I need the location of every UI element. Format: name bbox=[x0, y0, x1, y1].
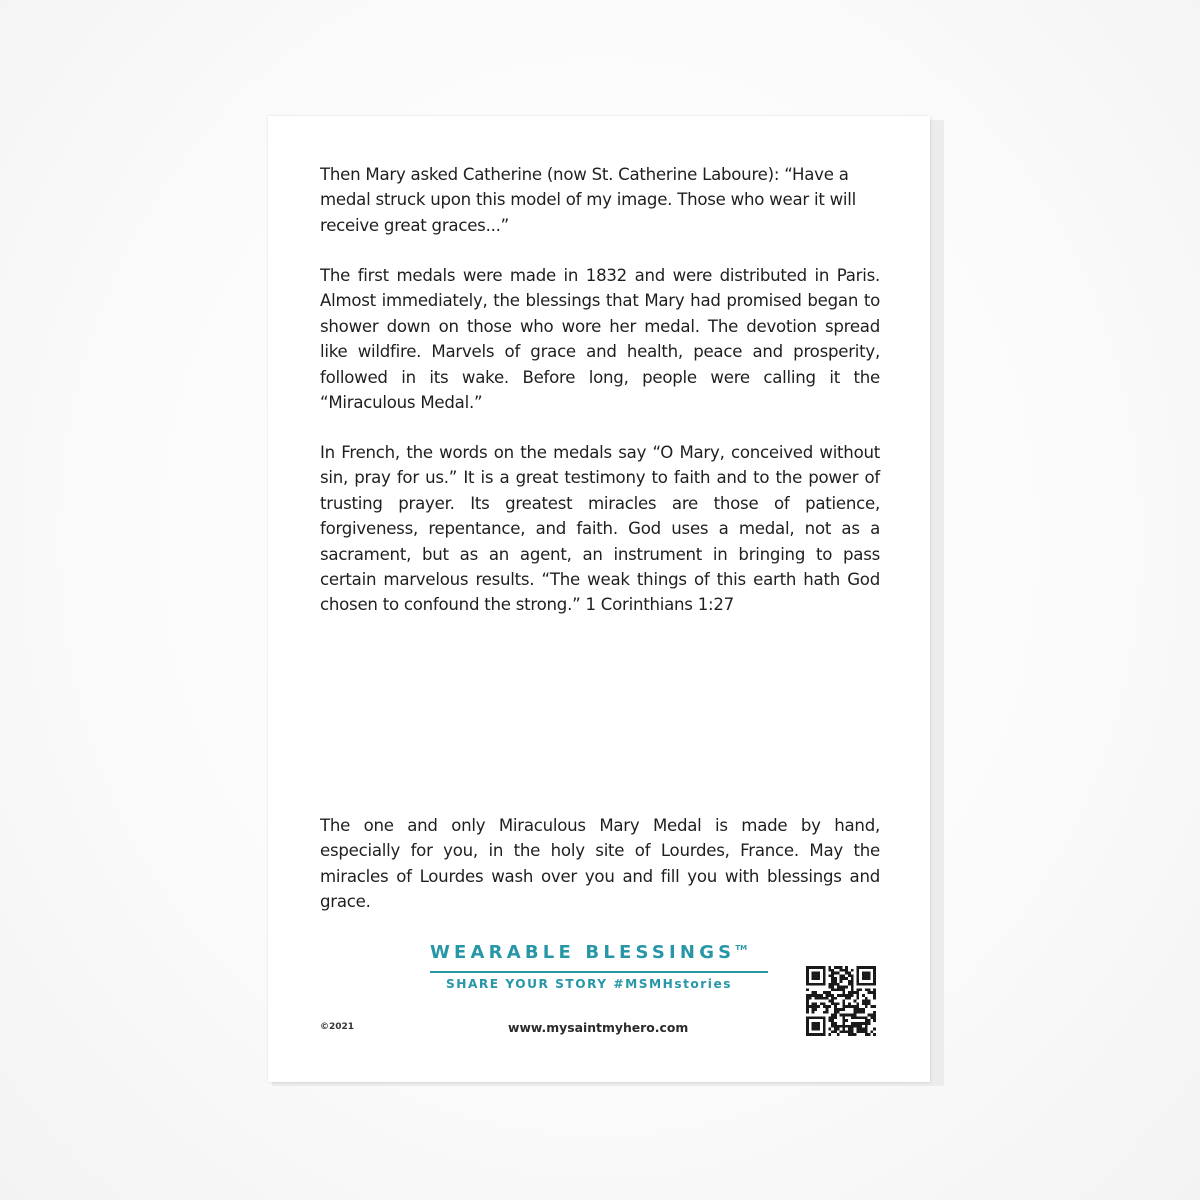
copyright-notice: ©2021 bbox=[320, 1022, 355, 1032]
prayer-card bbox=[268, 116, 930, 1082]
story-paragraph-3: In French, the words on the medals say “O Mary, conceived without sin, pray for us.” It is a great testimony to faith and to the power of trusting prayer. Its greatest miracles are those of patience, forgiveness, repentance, and faith. God uses a medal, not as a sacrament, but as an agent, an instrument in bringing to pass certain marvelous results. “The weak things of this earth hath God chosen to confound the strong.” 1 Corinthians 1:27 bbox=[320, 443, 880, 615]
story-paragraph-2: The first medals were made in 1832 and were distributed in Paris. Almost immediately, the blessings that Mary had promised began to shower down on those who wore her medal. The devotion spread like wildfire. Marvels of grace and health, peace and prosperity, followed in its wake. Before long, people were calling it the “Miraculous Medal.” bbox=[320, 266, 880, 413]
brand-divider bbox=[430, 971, 768, 973]
brand-title-text: WEARABLE BLESSINGS bbox=[430, 942, 736, 963]
closing-paragraph: The one and only Miraculous Mary Medal is made by hand, especially for you, in the holy site of Lourdes, France. May the miracles of Lourdes wash over you and fill you with blessings and grace. bbox=[320, 816, 880, 912]
story-paragraph-1: Then Mary asked Catherine (now St. Catherine Laboure): “Have a medal struck upon this model of my image. Those who wear it will receive great graces...” bbox=[320, 165, 857, 235]
brand-title bbox=[430, 942, 747, 963]
brand-tagline: SHARE YOUR STORY #MSMHstories bbox=[446, 977, 732, 991]
qr-code-icon bbox=[806, 966, 876, 1036]
website-url: www.mysaintmyhero.com bbox=[508, 1020, 689, 1035]
trademark-mark: TM bbox=[735, 944, 748, 952]
